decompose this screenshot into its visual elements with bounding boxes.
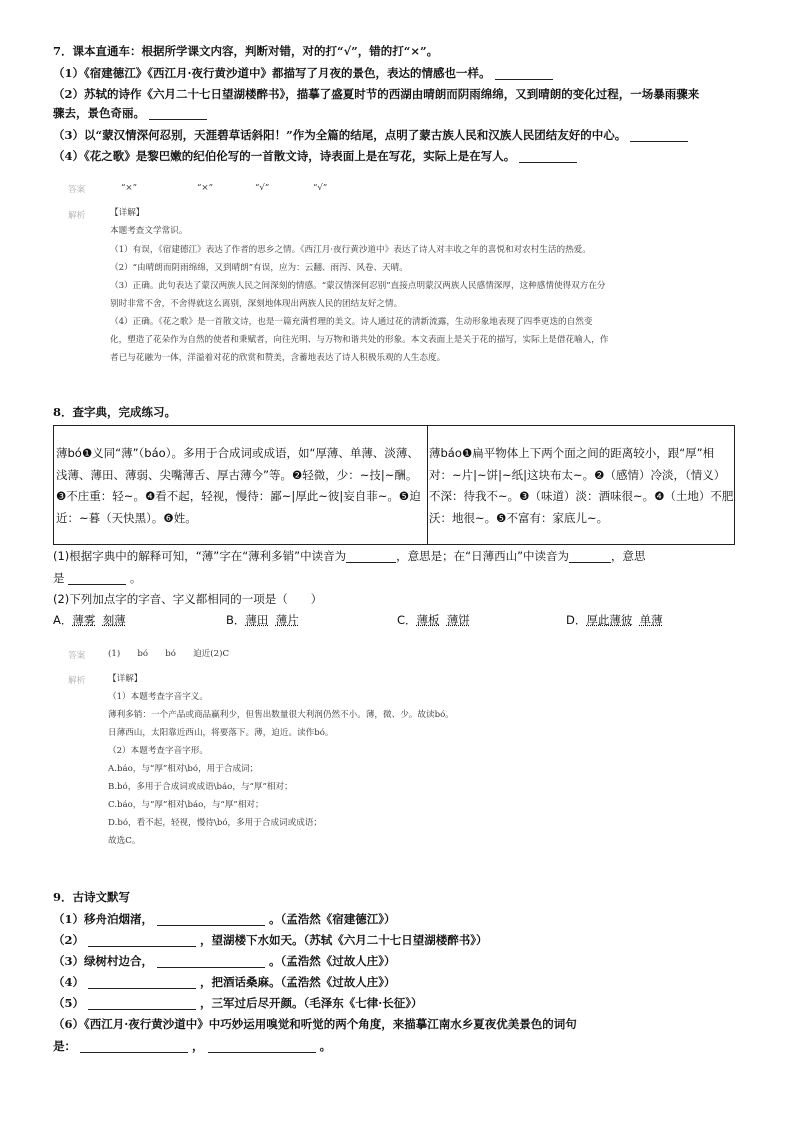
q7-analysis-5: 别时非常不舍，不舍得就这么离别，深刻地体现出两族人民的团结友好之情。	[110, 299, 403, 309]
q7-analysis-label: 解析	[68, 211, 86, 221]
q7-answer-4: “√”	[313, 183, 328, 193]
q7-analysis-8: 者已与花融为一体，洋溢着对花的欣赏和赞美，含蓄地表达了诗人积极乐观的人生态度。	[110, 353, 446, 363]
q7-item-2-cont: 骤去，景色奇丽。	[53, 106, 207, 120]
q9-blank-1[interactable]	[157, 913, 265, 926]
q8-analysis-1: （1）本题考查字音字义。	[108, 692, 208, 702]
q7-item-3: （3）以“蒙汉情深何忍别，天涯碧草话斜阳！”作为全篇的结尾，点明了蒙古族人民和汉族人民团结友好的中心。	[53, 128, 688, 142]
q8-sub1-line2: 是 。	[53, 571, 142, 585]
q8-answer-text: (1) bó bó 迫近(2)C	[108, 649, 230, 659]
q8-answer-label: 答案	[68, 651, 86, 661]
q8-blank-reading-1[interactable]	[346, 550, 396, 563]
q8-blank-meaning[interactable]	[68, 572, 126, 585]
dictionary-box	[53, 425, 735, 545]
q9-blank-5[interactable]	[88, 997, 196, 1010]
q9-line-5: （5） ，三军过后尽开颜。（毛泽东《七律·长征》）	[53, 996, 423, 1010]
q8-option-d[interactable]: D．厚此薄彼 单薄	[566, 613, 663, 627]
q7-blank-3[interactable]	[630, 129, 688, 142]
q8-analysis-0: 【详解】	[108, 674, 143, 684]
q7-item-4: （4）《花之歌》是黎巴嫩的纪伯伦写的一首散文诗，诗表面上是在写花，实际上是在写人。	[53, 149, 577, 163]
q8-analysis-6: B.bó，多用于合成词或成语\báo，与“厚”相对；	[108, 782, 293, 792]
q8-title: 8．查字典，完成练习。	[53, 405, 177, 419]
q9-line-2: （2） ，望湖楼下水如天。（苏轼《六月二十七日望湖楼醉书》）	[53, 933, 488, 947]
q9-title: 9．古诗文默写	[53, 890, 131, 904]
q8-option-a[interactable]: A．薄雾 刻薄	[53, 613, 126, 627]
dictionary-divider	[427, 426, 428, 544]
q9-line-3: （3）绿树村边合， 。（孟浩然《过故人庄》）	[53, 954, 396, 968]
q7-answer-2: “×”	[197, 183, 213, 193]
q7-item-2: （2）苏轼的诗作《六月二十七日望湖楼醉书》，描摹了盛夏时节的西湖由晴朗而阴雨绵绵，又到晴朗的变化过程，一场暴雨骤来	[53, 87, 700, 101]
q9-line-4: （4） ，把酒话桑麻。（孟浩然《过故人庄》）	[53, 975, 396, 989]
q8-analysis-7: C.báo，与“厚”相对\báo，与“厚”相对；	[108, 800, 264, 810]
q7-analysis-3: （2）“由晴朗而阴雨绵绵，又到晴朗”有误，应为：云翻、雨泻、风卷、天晴。	[110, 263, 408, 273]
q7-answer-1: “×”	[121, 183, 137, 193]
q7-analysis-0: 【详解】	[110, 208, 145, 218]
q7-analysis-7: 化，塑造了花朵作为自然的使者和秉赋者，向往光明、与万物和谐共处的形象。本文表面上是关于花的描写，实际上是借花喻人，作	[110, 335, 609, 345]
q8-analysis-2: 薄利多销：一个产品或商品赢利少，但售出数量很大利润仍然不小。薄，微、少。故读bó。	[108, 710, 454, 720]
q7-blank-4[interactable]	[519, 150, 577, 163]
q9-line-1: （1）移舟泊烟渚， 。（孟浩然《宿建德江》）	[53, 912, 396, 926]
q8-analysis-label: 解析	[68, 676, 86, 686]
q9-blank-2[interactable]	[88, 934, 196, 947]
q7-item-1: （1）《宿建德江》《西江月·夜行黄沙道中》都描写了月夜的景色，表达的情感也一样。	[53, 66, 553, 80]
q9-blank-6[interactable]	[80, 1040, 188, 1053]
q9-blank-4[interactable]	[88, 976, 196, 989]
q8-sub2: (2)下列加点字的字音、字义都相同的一项是（ ）	[53, 592, 323, 606]
q7-answer-3: “√”	[255, 183, 270, 193]
q8-analysis-5: A.báo，与“厚”相对\bó，用于合成词；	[108, 764, 259, 774]
q8-blank-reading-2[interactable]	[569, 550, 611, 563]
q7-analysis-6: （4）正确。《花之歌》是一首散文诗，也是一篇充满哲理的美文。诗人通过花的清新流露，生动形象地表现了四季更迭的自然变	[110, 317, 593, 327]
q7-analysis-4: （3）正确。此句表达了蒙汉两族人民之间深刻的情感。“蒙汉情深何忍别”直接点明蒙汉两族人民感情深厚，这种感情使得双方在分	[110, 281, 606, 291]
q8-analysis-3: 日薄西山，太阳靠近西山，将要落下。薄，迫近。读作bó。	[108, 728, 334, 738]
q7-title: 7．课本直通车：根据所学课文内容，判断对错，对的打“√”，错的打“×”。	[53, 44, 439, 58]
q8-sub1-line1: (1)根据字典中的解释可知，“薄”字在“薄利多销”中读音为 ，意思是；在“日薄西山”中读音为 ，意思	[53, 549, 646, 563]
dictionary-entry-bao: 薄báo❶扁平物体上下两个面之间的距离较小，跟“厚”相对：~片|~饼|~纸|这块布太~。❷（感情）冷淡，（情义）不深：待我不~。❸（味道）淡：酒味很~。❹（土地）不肥沃：地很~。❺不富有：家底儿~。	[429, 446, 734, 525]
q8-analysis-8: D.bó，看不起，轻视，慢待\bó，多用于合成词或成语；	[108, 818, 323, 828]
q9-line-7: 是： ， 。	[53, 1039, 332, 1053]
q7-analysis-1: 本题考查文学常识。	[110, 226, 188, 236]
q9-blank-3[interactable]	[157, 955, 265, 968]
q7-blank-2[interactable]	[149, 107, 207, 120]
q7-answer-label: 答案	[68, 185, 86, 195]
q8-option-b[interactable]: B．薄田 薄片	[226, 613, 299, 627]
q7-analysis-2: （1）有误，《宿建德江》表达了作者的思乡之情。《西江月·夜行黄沙道中》表达了诗人对丰收之年的喜悦和对农村生活的热爱。	[110, 245, 591, 255]
q8-analysis-4: （2）本题考查字音字形。	[108, 746, 208, 756]
q9-line-6: （6）《西江月·夜行黄沙道中》中巧妙运用嗅觉和听觉的两个角度，来描摹江南水乡夏夜优美景色的词句	[53, 1017, 577, 1031]
q7-blank-1[interactable]	[495, 67, 553, 80]
q9-blank-7[interactable]	[208, 1040, 316, 1053]
q8-analysis-9: 故选C。	[108, 836, 141, 846]
q8-option-c[interactable]: C．薄板 薄饼	[397, 613, 470, 627]
dictionary-entry-bo: 薄bó❶义同“薄”（báo）。多用于合成词或成语，如“厚薄、单薄、淡薄、浅薄、薄田、薄弱、尖嘴薄舌、厚古薄今”等。❷轻微，少：~技|~酬。❸不庄重：轻~。❹看不起，轻视，慢待：鄙~|厚此~彼|妄自菲~。❺迫近：~暮（天快黑）。❻姓。	[56, 446, 421, 525]
